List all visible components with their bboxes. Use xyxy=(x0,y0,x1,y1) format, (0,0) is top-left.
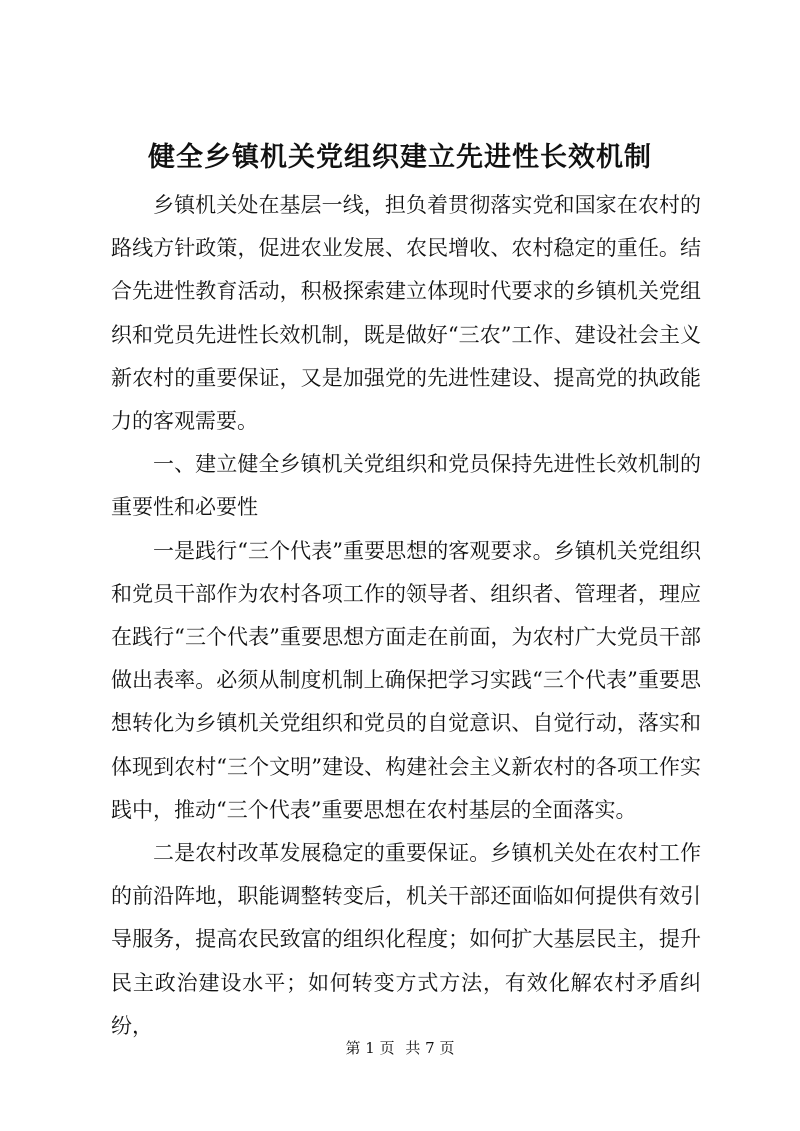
page-footer xyxy=(0,1037,800,1059)
paragraph-point-2: 二是农村改革发展稳定的重要保证。乡镇机关处在农村工作的前沿阵地，职能调整转变后，机关干部还面临如何提供有效引导服务，提高农民致富的组织化程度；如何扩大基层民主，提升民主政治建设水平；如何转变方式方法，有效化解农村矛盾纠纷， xyxy=(111,841,701,1038)
section-heading-1: 一、建立健全乡镇机关党组织和党员保持先进性长效机制的重要性和必要性 xyxy=(111,452,701,520)
paragraph-intro: 乡镇机关处在基层一线，担负着贯彻落实党和国家在农村的路线方针政策，促进农业发展、农民增收、农村稳定的重任。结合先进性教育活动，积极探索建立体现时代要求的乡镇机关党组织和党员先进性长效机制，既是做好“三农”工作、建设社会主义新农村的重要保证，又是加强党的先进性建设、提高党的执政能力的客观需要。 xyxy=(111,193,701,434)
paragraph-point-1: 一是践行“三个代表”重要思想的客观要求。乡镇机关党组织和党员干部作为农村各项工作的领导者、组织者、管理者，理应在践行“三个代表”重要思想方面走在前面，为农村广大党员干部做出表率。必须从制度机制上确保把学习实践“三个代表”重要思想转化为乡镇机关党组织和党员的自觉意识、自觉行动，落实和体现到农村“三个文明”建设、构建社会主义新农村的各项工作实践中，推动“三个代表”重要思想在农村基层的全面落实。 xyxy=(111,538,701,822)
page-number: 第 1 页 xyxy=(345,1039,395,1057)
page-total: 共 7 页 xyxy=(405,1039,455,1057)
document-body xyxy=(111,184,701,1048)
document-title: 健全乡镇机关党组织建立先进性长效机制 xyxy=(148,142,652,173)
